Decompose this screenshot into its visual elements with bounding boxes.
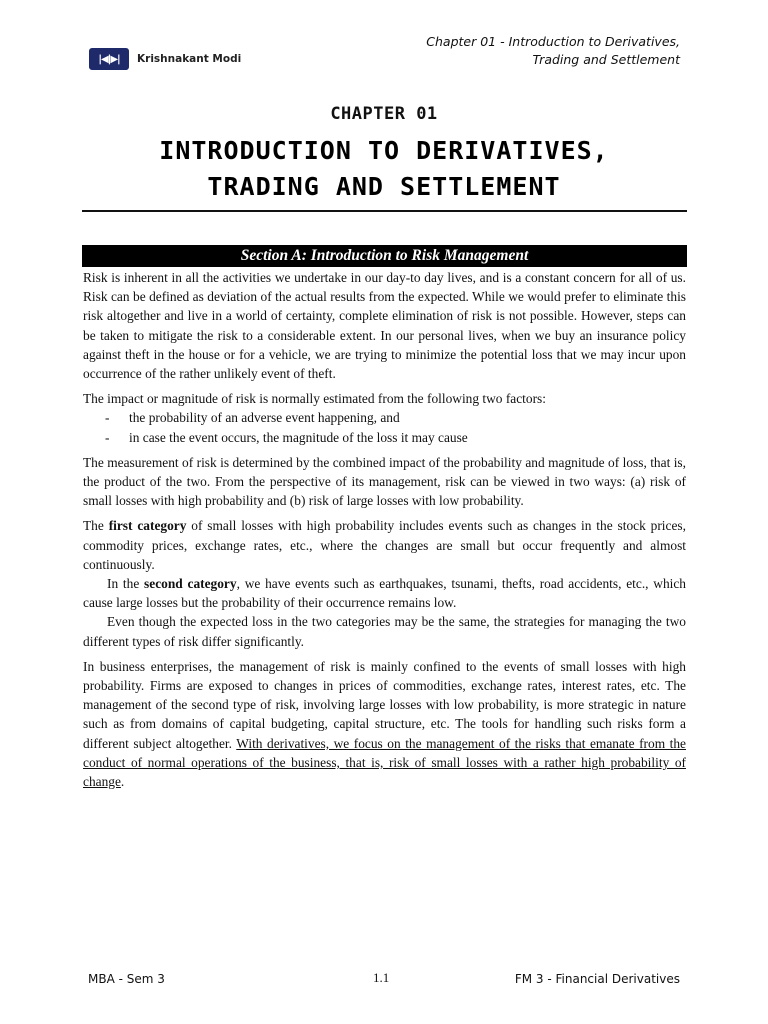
- logo-mark-icon: |◀|▶|: [89, 48, 129, 70]
- paragraph-risk-factors: The impact or magnitude of risk is normally estimated from the following two factors:: [83, 391, 546, 407]
- paragraph-expected-loss: Even though the expected loss in the two categories may be the same, the strategies for managing the two different types of risk differ significantly.: [83, 614, 686, 649]
- chapter-label: CHAPTER 01: [330, 104, 438, 124]
- page-number: 1.1: [373, 970, 390, 985]
- paragraph-business-risk: In business enterprises, the management of risk is mainly confined to the events of small losses with high probability. Firms are exposed to changes in prices of commodities, exchange rates, interest rates, etc. The management of the second type of risk, involving large losses with low probability, is more strategic in nature such as from domains of capital budgeting, capital structure, etc. The tools for handling such risks form a different subject altogether. With derivatives, we focus on the management of the risks that emanate from the conduct of normal operations of the business, that is, risk of small losses with a rather high probability of change.: [83, 658, 686, 790]
- list-item: - in case the event occurs, the magnitude of the loss it may cause: [105, 429, 468, 445]
- logo-text: Krishnakant Modi: [137, 53, 242, 65]
- paragraph-second-category: In the second category, we have events such as earthquakes, tsunami, thefts, road accidents, etc., which cause large losses but the probability of their occurrence remains low.: [83, 576, 686, 611]
- footer-subject: FM 3 - Financial Derivatives: [514, 972, 680, 986]
- risk-factor-list: [83, 408, 686, 446]
- footer-course: MBA - Sem 3: [88, 972, 165, 986]
- paragraph-risk-intro: Risk is inherent in all the activities we undertake in our day-to day lives, and is a constant concern for all of us. Risk can be defined as deviation of the actual results from the expected. While we would prefer to eliminate this risk altogether and live in a world of certainty, complete elimination of risk is not possible. However, steps can be taken to mitigate the risk to a considerable extent. In our personal lives, when we buy an insurance policy against theft in the house or for a vehicle, we are trying to minimize the potential loss that we may incur upon occurrence of the rather unlikely event of theft.: [83, 270, 686, 382]
- title-divider: [82, 210, 687, 212]
- body-content: [83, 268, 686, 797]
- chapter-title-line1: INTRODUCTION TO DERIVATIVES,: [159, 136, 609, 165]
- list-item: - the probability of an adverse event happening, and: [105, 410, 400, 426]
- key-statement-underlined: With derivatives, we focus on the management of the risks that emanate from the conduct of normal operations of the business, that is, risk of small losses with a rather high probability of change: [83, 735, 686, 790]
- author-logo: [89, 48, 241, 70]
- running-header: [426, 33, 680, 69]
- running-header-line2: Trading and Settlement: [532, 52, 680, 67]
- chapter-title-line2: TRADING AND SETTLEMENT: [207, 172, 561, 201]
- paragraph-risk-measurement: The measurement of risk is determined by the combined impact of the probability and magnitude of loss, that is, the product of the two. From the perspective of its management, risk can be viewed in two ways: (a) risk of small losses with high probability and (b) risk of large losses with low probability.: [83, 454, 686, 509]
- running-header-line1: Chapter 01 - Introduction to Derivatives,: [426, 34, 680, 49]
- paragraph-first-category: The first category of small losses with high probability includes events such as changes in the stock prices, commodity prices, exchange rates, etc., where the changes are small but occur frequently and almost continuously.: [83, 518, 686, 572]
- chapter-title: [0, 133, 768, 205]
- section-heading: Section A: Introduction to Risk Management: [82, 245, 687, 267]
